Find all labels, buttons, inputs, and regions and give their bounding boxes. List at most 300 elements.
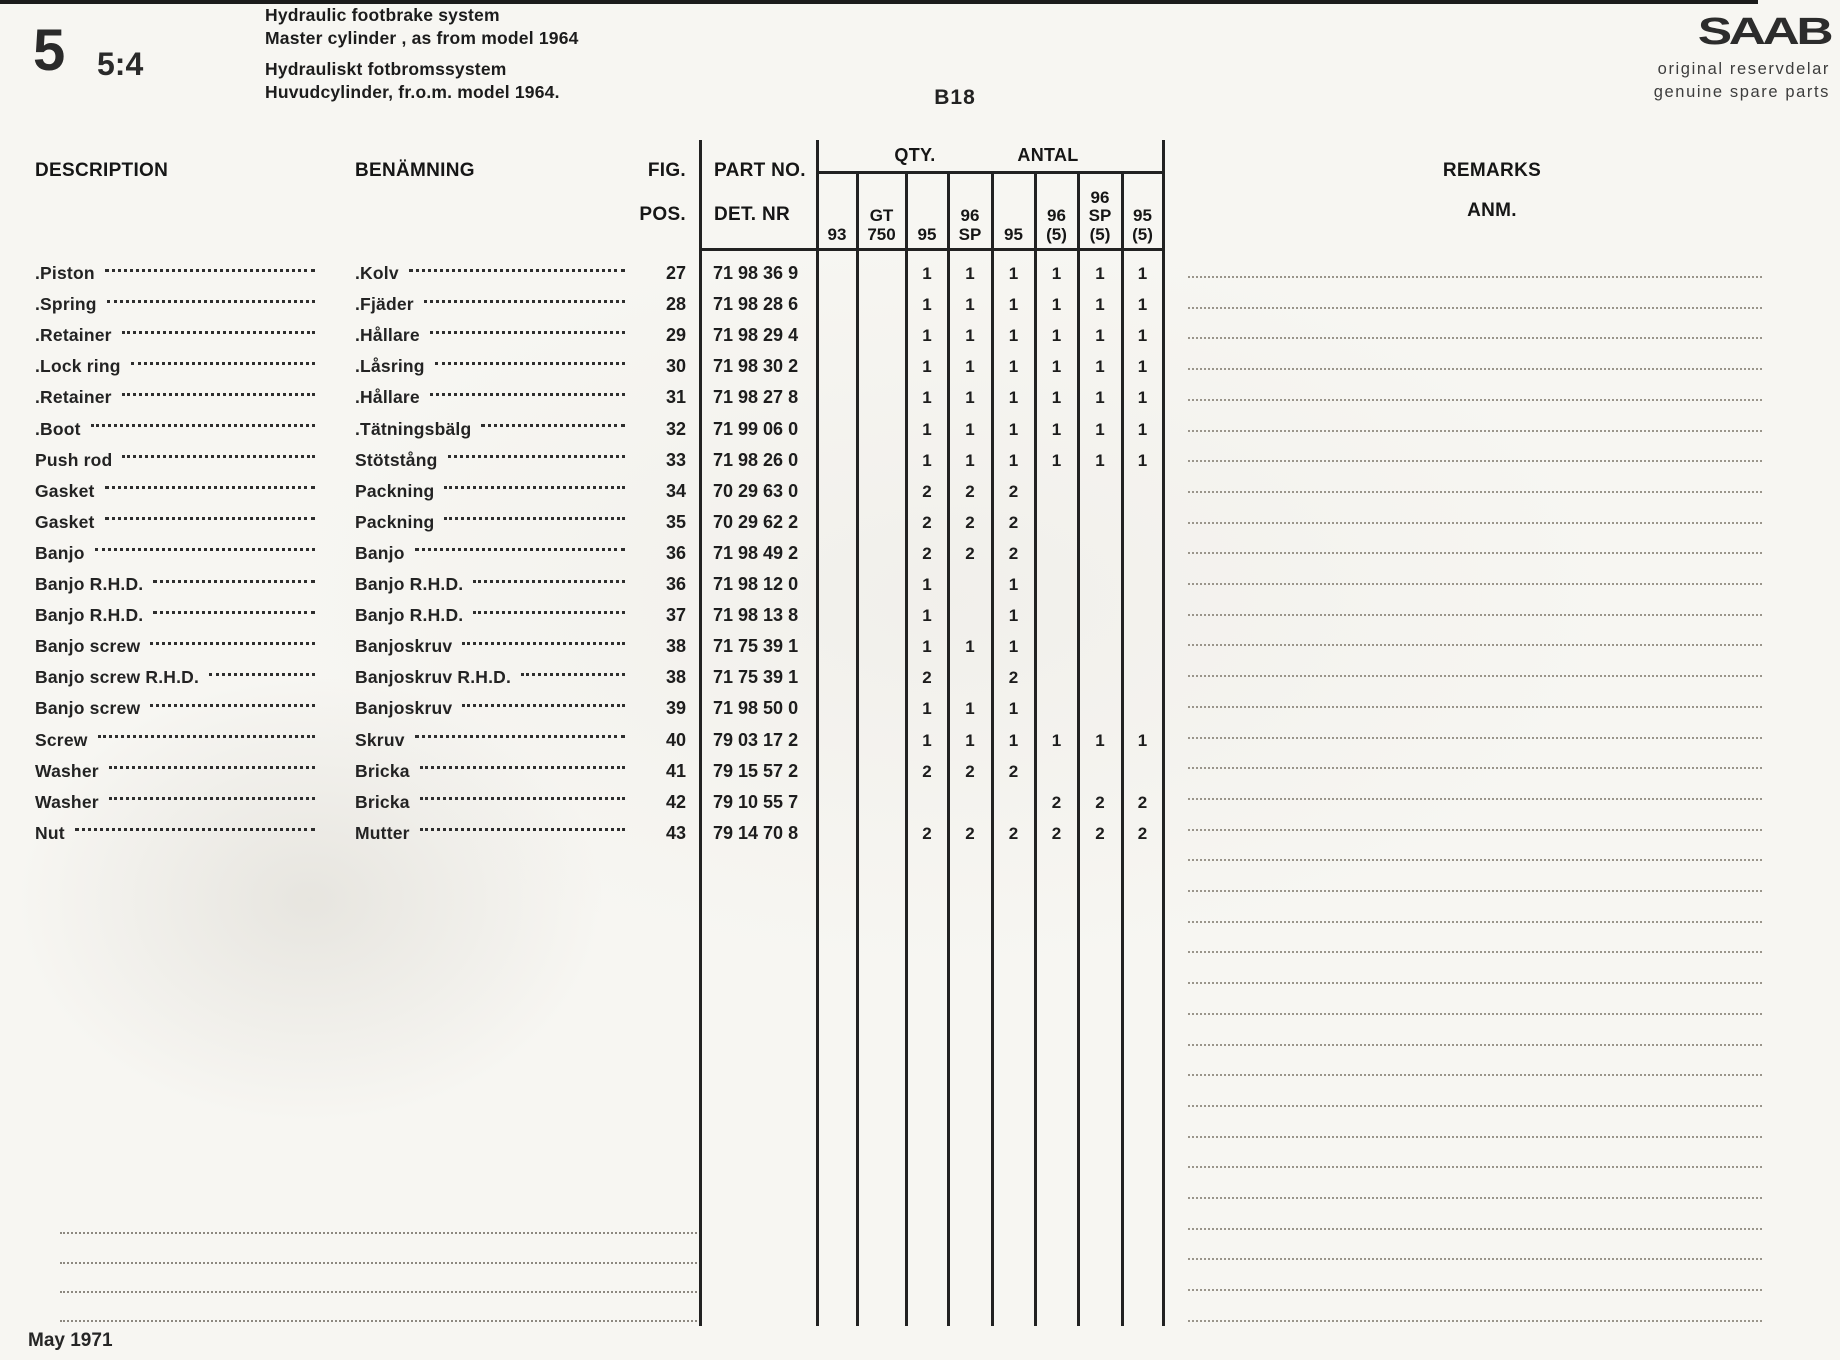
qty-cell: 2: [1008, 512, 1019, 532]
dotted-leader: [420, 766, 625, 769]
qty-cell: 1: [1051, 326, 1062, 346]
qty-cell: 1: [922, 264, 932, 283]
fig-pos-cell: 35: [665, 511, 686, 532]
benamning-cell: [355, 569, 627, 600]
qty-cell: 1: [1051, 419, 1062, 439]
part-no-cell: 71 99 06 0: [713, 418, 799, 439]
benamning-cell: [355, 476, 627, 507]
description-text: Banjo screw: [35, 698, 141, 719]
table-row: [0, 631, 1840, 662]
benamning-cell: [355, 351, 627, 382]
benamning-cell: [355, 818, 627, 849]
part-no-cell: 79 03 17 2: [713, 729, 799, 750]
qty-cell: 1: [1137, 295, 1148, 315]
description-text: Banjo screw: [35, 636, 141, 657]
qty-cell: 1: [965, 388, 975, 408]
qty-subcolumn-header-line: SP: [1088, 206, 1112, 225]
description-cell: [35, 569, 317, 600]
table-row: [0, 787, 1840, 818]
remarks-dotted-line: [1188, 737, 1762, 739]
qty-cell: 1: [1095, 450, 1105, 470]
qty-cell: 1: [1008, 388, 1019, 408]
description-cell: [35, 382, 317, 413]
benamning-cell: [355, 289, 627, 320]
remarks-dotted-line: [1188, 1136, 1762, 1138]
benamning-text: Bricka: [355, 791, 410, 812]
part-no-cell: 70 29 62 2: [713, 511, 799, 532]
part-no-cell: 71 98 50 0: [713, 698, 799, 719]
benamning-cell: [355, 382, 627, 413]
dotted-leader: [444, 486, 625, 489]
description-cell: [35, 818, 317, 849]
qty-cell: 1: [1137, 450, 1148, 470]
remarks-dotted-line: [1188, 675, 1762, 677]
qty-subcolumn-header: [1035, 175, 1078, 247]
qty-cell: 1: [1008, 606, 1019, 626]
qty-cell: 1: [965, 450, 975, 470]
part-no-cell: 71 98 12 0: [713, 574, 799, 594]
benamning-text: Banjo R.H.D.: [355, 605, 464, 626]
description-text: Washer: [35, 791, 99, 812]
qty-cell: 1: [922, 419, 932, 439]
qty-subcolumn-header: [992, 175, 1035, 247]
remarks-dotted-line: [1188, 1320, 1762, 1322]
title-sv-line2: Huvudcylinder, fr.o.m. model 1964.: [265, 82, 560, 102]
benamning-text: Packning: [355, 511, 435, 532]
remarks-dotted-line: [1188, 1074, 1762, 1076]
remarks-dotted-line: [1188, 1044, 1762, 1046]
benamning-text: Packning: [355, 480, 435, 501]
description-text: Nut: [35, 822, 65, 843]
dotted-leader: [109, 766, 315, 769]
fig-pos-cell: 42: [665, 791, 686, 812]
part-no-cell: 71 98 27 8: [713, 387, 799, 408]
part-no-cell: 70 29 63 0: [713, 480, 799, 501]
qty-cell: 1: [965, 699, 975, 719]
remarks-dotted-line: [1188, 1289, 1762, 1291]
fig-pos-cell: 36: [665, 542, 686, 563]
fig-pos-cell: 39: [665, 698, 686, 719]
qty-subcolumn-header-line: GT: [869, 206, 894, 225]
qty-cell: 2: [922, 481, 932, 501]
benamning-text: .Fjäder: [355, 294, 414, 315]
remarks-dotted-line: [1188, 583, 1762, 585]
qty-cell: 2: [1137, 823, 1148, 843]
qty-subcolumn-header-line: (5): [1089, 224, 1111, 244]
remarks-dotted-line: [1188, 1105, 1762, 1107]
dotted-leader: [95, 548, 315, 551]
remarks-dotted-line: [1188, 1166, 1762, 1168]
part-no-cell: 71 98 49 2: [713, 542, 799, 563]
qty-cell: 1: [1051, 264, 1062, 283]
qty-cell: 2: [1137, 792, 1148, 812]
qty-cell: 1: [1008, 326, 1019, 346]
description-text: Banjo R.H.D.: [35, 574, 144, 594]
dotted-leader: [122, 331, 315, 334]
dotted-leader: [107, 300, 315, 303]
dotted-leader: [122, 393, 315, 396]
description-cell: [35, 631, 317, 662]
remarks-dotted-line: [1188, 614, 1762, 616]
description-text: .Boot: [35, 418, 81, 439]
description-area-dotted-line: [60, 1291, 697, 1293]
dotted-leader: [105, 269, 315, 272]
qty-cell: 1: [922, 388, 932, 408]
qty-cell: 1: [922, 295, 932, 315]
remarks-dotted-line: [1188, 276, 1762, 278]
benamning-text: .Hållare: [355, 387, 420, 408]
benamning-text: Stötstång: [355, 449, 438, 470]
description-text: Push rod: [35, 449, 113, 470]
dotted-leader: [150, 704, 315, 707]
benamning-text: .Kolv: [355, 263, 399, 283]
description-cell: [35, 351, 317, 382]
benamning-cell: [355, 600, 627, 631]
part-no-cell: 71 98 30 2: [713, 356, 799, 377]
dotted-leader: [209, 673, 315, 676]
description-area-dotted-line: [60, 1232, 697, 1234]
qty-cell: 2: [1008, 481, 1019, 501]
benamning-text: Skruv: [355, 729, 405, 750]
description-text: Banjo R.H.D.: [35, 605, 144, 626]
dotted-leader: [105, 517, 315, 520]
qty-subcolumn-header-line: 96: [1047, 206, 1066, 225]
remarks-dotted-line: [1188, 430, 1762, 432]
qty-subcolumn-header: [906, 175, 948, 247]
engine-code-label: B18: [934, 86, 976, 109]
dotted-leader: [109, 797, 315, 800]
dotted-leader: [424, 300, 625, 303]
benamning-cell: [355, 787, 627, 818]
qty-cell: 2: [965, 481, 975, 501]
qty-cell: 1: [1008, 264, 1019, 283]
description-cell: [35, 320, 317, 351]
qty-cell: 2: [965, 512, 975, 532]
fig-pos-cell: 33: [665, 449, 686, 470]
benamning-cell: [355, 414, 627, 445]
footer-date: May 1971: [28, 1330, 113, 1351]
qty-cell: 1: [922, 326, 932, 346]
remarks-dotted-line: [1188, 552, 1762, 554]
col-header-description: DESCRIPTION: [35, 160, 169, 181]
dotted-leader: [105, 486, 315, 489]
qty-cell: 1: [1051, 295, 1062, 315]
benamning-cell: [355, 631, 627, 662]
qty-cell: 2: [1051, 823, 1062, 843]
qty-cell: 1: [1095, 295, 1105, 315]
qty-cell: 1: [1095, 419, 1105, 439]
brand-block: [1653, 9, 1830, 104]
qty-cell: 2: [1008, 761, 1019, 781]
qty-cell: 2: [1095, 823, 1105, 843]
table-row: [0, 725, 1840, 756]
fig-pos-cell: 29: [665, 325, 686, 346]
fig-pos-cell: 32: [665, 418, 686, 439]
remarks-dotted-line: [1188, 1258, 1762, 1260]
remarks-dotted-line: [1188, 307, 1762, 309]
qty-cell: 1: [1008, 357, 1019, 377]
part-no-cell: 71 98 13 8: [713, 605, 799, 626]
dotted-leader: [420, 797, 625, 800]
description-text: Gasket: [35, 511, 95, 532]
table-row: [0, 662, 1840, 693]
subheader-rule: [700, 248, 1164, 251]
qty-subcolumn-header-line: (5): [1132, 224, 1153, 244]
benamning-text: Mutter: [355, 822, 410, 843]
benamning-cell: [355, 662, 627, 693]
qty-cell: 2: [1008, 668, 1019, 688]
col-header-qty: QTY.: [894, 145, 936, 165]
benamning-cell: [355, 756, 627, 787]
part-no-cell: 71 75 39 1: [713, 636, 799, 657]
qty-cell: 1: [1095, 357, 1105, 377]
remarks-dotted-line: [1188, 859, 1762, 861]
description-text: .Piston: [35, 263, 95, 283]
dotted-leader: [98, 735, 315, 738]
qty-cell: 1: [1008, 730, 1019, 750]
dotted-leader: [448, 455, 626, 458]
remarks-dotted-line: [1188, 644, 1762, 646]
fig-pos-cell: 37: [665, 605, 686, 626]
qty-cell: 1: [922, 450, 932, 470]
dotted-leader: [150, 642, 315, 645]
description-cell: [35, 507, 317, 538]
qty-cell: 1: [1008, 450, 1019, 470]
dotted-leader: [415, 548, 625, 551]
brand-tagline-en: genuine spare parts: [1653, 83, 1830, 101]
description-cell: [35, 476, 317, 507]
dotted-leader: [430, 393, 625, 396]
qty-cell: 1: [965, 730, 975, 750]
saab-logo: SAAB: [1697, 9, 1830, 53]
col-header-det-nr: DET. NR: [714, 204, 790, 225]
dotted-leader: [91, 424, 315, 427]
qty-cell: 1: [965, 264, 975, 283]
benamning-text: Banjo: [355, 542, 405, 563]
remarks-dotted-line: [1188, 1013, 1762, 1015]
fig-pos-cell: 41: [665, 760, 686, 781]
description-cell: [35, 787, 317, 818]
remarks-dotted-line: [1188, 1197, 1762, 1199]
qty-subcolumn-header-line: 95: [1004, 224, 1023, 244]
description-cell: [35, 258, 317, 289]
remarks-dotted-line: [1188, 491, 1762, 493]
qty-cell: 1: [1008, 419, 1019, 439]
qty-cell: 1: [1137, 388, 1148, 408]
fig-pos-cell: 27: [665, 263, 686, 283]
part-no-cell: 71 75 39 1: [713, 667, 799, 688]
fig-pos-cell: 43: [665, 822, 686, 843]
part-no-cell: 79 14 70 8: [713, 822, 799, 843]
table-row: [0, 258, 1840, 289]
dotted-leader: [75, 828, 315, 831]
qty-cell: 2: [922, 543, 932, 563]
table-row: [0, 289, 1840, 320]
remarks-dotted-line: [1188, 798, 1762, 800]
qty-cell: 1: [1137, 264, 1148, 283]
description-text: .Retainer: [35, 387, 112, 408]
dotted-leader: [131, 362, 315, 365]
part-no-cell: 71 98 29 4: [713, 325, 799, 346]
benamning-text: Banjoskruv: [355, 698, 453, 719]
table-row: [0, 756, 1840, 787]
qty-cell: 2: [922, 512, 932, 532]
description-text: .Lock ring: [35, 356, 121, 377]
qty-subcolumn-header-line: 96: [1090, 187, 1110, 207]
remarks-dotted-line: [1188, 522, 1762, 524]
benamning-text: Banjoskruv: [355, 636, 453, 657]
col-header-fig: FIG.: [647, 160, 686, 181]
title-en-line1: Hydraulic footbrake system: [265, 5, 500, 25]
qty-subcolumn-header: [817, 175, 857, 247]
benamning-cell: [355, 445, 627, 476]
dotted-leader: [122, 455, 315, 458]
col-header-benamning: BENÄMNING: [355, 160, 475, 181]
col-header-anm: ANM.: [1467, 200, 1517, 221]
remarks-dotted-line: [1188, 921, 1762, 923]
qty-cell: 1: [965, 637, 975, 657]
qty-cell: 1: [965, 326, 975, 346]
description-text: Gasket: [35, 480, 95, 501]
remarks-dotted-line: [1188, 982, 1762, 984]
qty-cell: 1: [965, 357, 975, 377]
qty-subcolumn-header-line: 95: [1133, 206, 1152, 225]
benamning-text: .Tätningsbälg: [355, 418, 472, 439]
remarks-dotted-line: [1188, 337, 1762, 339]
qty-cell: 2: [965, 761, 975, 781]
benamning-cell: [355, 725, 627, 756]
qty-cell: 2: [1008, 543, 1019, 563]
page-title-block: [265, 4, 579, 104]
title-en-line2: Master cylinder , as from model 1964: [265, 28, 579, 48]
table-row: [0, 693, 1840, 724]
description-cell: [35, 662, 317, 693]
qty-cell: 1: [922, 575, 932, 594]
qty-cell: 1: [1137, 357, 1148, 377]
qty-cell: 1: [1051, 388, 1062, 408]
qty-cell: 1: [922, 730, 932, 750]
qty-subcolumn-header-line: (5): [1046, 224, 1067, 244]
fig-pos-cell: 40: [665, 729, 686, 750]
qty-subcolumn-header-line: 750: [867, 224, 896, 244]
benamning-cell: [355, 693, 627, 724]
description-cell: [35, 756, 317, 787]
benamning-text: Bricka: [355, 760, 410, 781]
qty-cell: 1: [1095, 264, 1105, 283]
dotted-leader: [430, 331, 625, 334]
fig-pos-cell: 34: [665, 480, 686, 501]
description-text: .Spring: [35, 294, 97, 315]
qty-cell: 1: [1051, 730, 1062, 750]
remarks-dotted-line: [1188, 1228, 1762, 1230]
qty-cell: 1: [1095, 326, 1105, 346]
dotted-leader: [153, 580, 315, 583]
table-row: [0, 320, 1840, 351]
qty-subcolumn-header-line: 93: [827, 224, 847, 244]
section-sub-number: 5:4: [97, 46, 144, 82]
benamning-cell: [355, 507, 627, 538]
qty-cell: 2: [965, 823, 975, 843]
table-row: [0, 351, 1840, 382]
qty-cell: 1: [1008, 295, 1019, 315]
remarks-dotted-line: [1188, 399, 1762, 401]
remarks-dotted-line: [1188, 829, 1762, 831]
col-header-part-no: PART NO.: [714, 160, 806, 181]
qty-cell: 1: [1008, 699, 1019, 719]
qty-cell: 1: [922, 637, 932, 657]
description-cell: [35, 445, 317, 476]
description-cell: [35, 600, 317, 631]
benamning-text: Banjoskruv R.H.D.: [355, 667, 512, 688]
description-cell: [35, 693, 317, 724]
fig-pos-cell: 38: [665, 636, 686, 657]
fig-pos-cell: 28: [665, 294, 686, 315]
qty-cell: 1: [1137, 326, 1148, 346]
qty-subcolumn-header: [1078, 175, 1122, 247]
dotted-leader: [420, 828, 625, 831]
dotted-leader: [153, 611, 315, 614]
qty-subcolumn-header: [1122, 175, 1163, 247]
qty-cell: 1: [1137, 419, 1148, 439]
qty-cell: 2: [1051, 792, 1062, 812]
fig-pos-cell: 36: [665, 574, 686, 594]
description-area-dotted-line: [60, 1320, 697, 1322]
qty-cell: 2: [1008, 823, 1019, 843]
fig-pos-cell: 38: [665, 667, 686, 688]
dotted-leader: [444, 517, 625, 520]
col-header-remarks: REMARKS: [1442, 160, 1542, 181]
description-text: Banjo screw R.H.D.: [35, 667, 200, 688]
qty-cell: 1: [1137, 730, 1148, 750]
part-no-cell: 79 15 57 2: [713, 760, 799, 781]
description-cell: [35, 414, 317, 445]
qty-subcolumn-header-line: SP: [958, 224, 982, 244]
qty-cell: 1: [965, 419, 975, 439]
part-no-cell: 71 98 28 6: [713, 294, 799, 315]
part-no-cell: 71 98 36 9: [713, 263, 799, 283]
qty-cell: 1: [1095, 730, 1105, 750]
qty-cell: 2: [1095, 792, 1105, 812]
description-text: Washer: [35, 760, 99, 781]
fig-pos-cell: 31: [665, 387, 686, 408]
qty-cell: 1: [1008, 575, 1019, 594]
remarks-dotted-line: [1188, 951, 1762, 953]
section-number: 5: [33, 18, 66, 83]
fig-pos-cell: 30: [665, 356, 686, 377]
description-area-dotted-line: [60, 1262, 697, 1264]
qty-subcolumn-header: [948, 175, 992, 247]
qty-cell: 2: [922, 761, 932, 781]
benamning-text: Banjo R.H.D.: [355, 574, 464, 594]
qty-cell: 2: [922, 668, 932, 688]
description-cell: [35, 289, 317, 320]
benamning-text: .Låsring: [355, 356, 425, 377]
benamning-cell: [355, 258, 627, 289]
dotted-leader: [415, 735, 625, 738]
title-sv-line1: Hydrauliskt fotbromssystem: [265, 59, 507, 79]
qty-cell: 1: [1051, 450, 1062, 470]
remarks-dotted-line: [1188, 767, 1762, 769]
remarks-dotted-line: [1188, 890, 1762, 892]
col-header-antal: ANTAL: [1017, 145, 1079, 165]
description-cell: [35, 538, 317, 569]
part-no-cell: 71 98 26 0: [713, 449, 799, 470]
qty-cell: 1: [922, 699, 932, 719]
dotted-leader: [409, 269, 625, 272]
brand-tagline-sv: original reservdelar: [1657, 60, 1830, 78]
qty-cell: 2: [922, 823, 932, 843]
part-no-cell: 79 10 55 7: [713, 791, 799, 812]
